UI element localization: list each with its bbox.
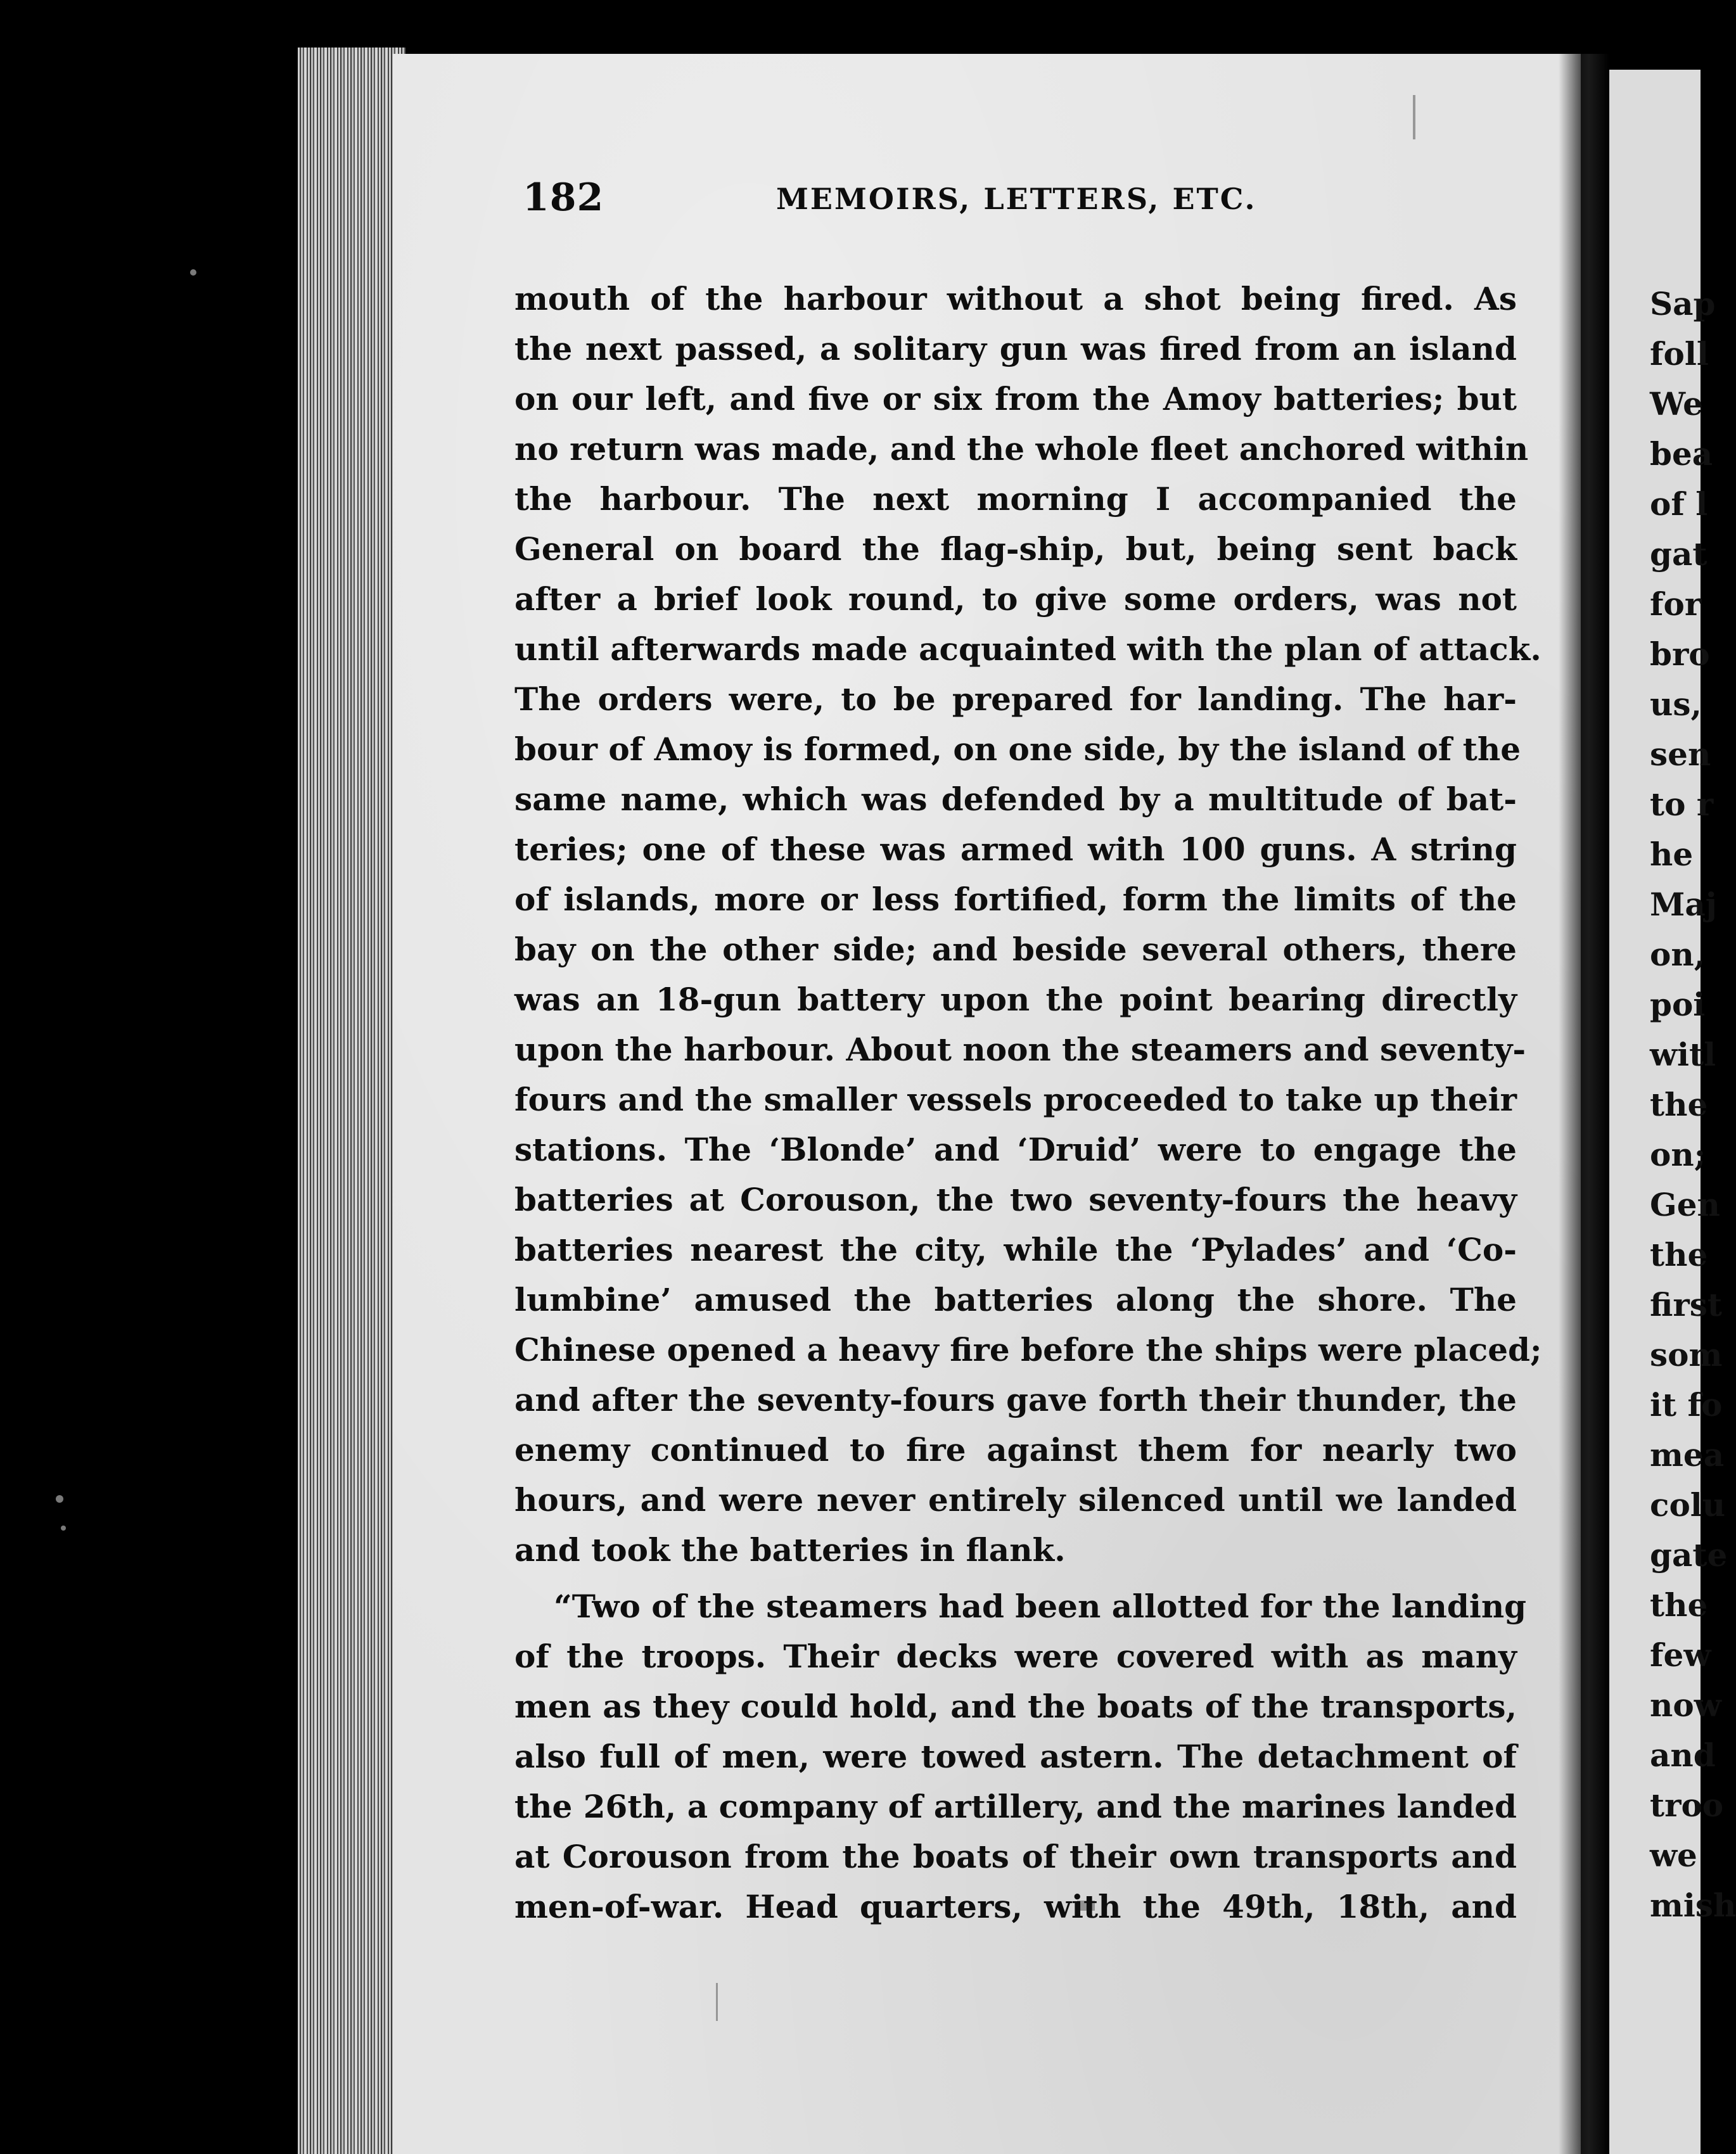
body-text (514, 274, 1542, 1932)
text-line: no return was made, and the whole fleet anchored within (514, 430, 1529, 468)
facing-page-fragment: poi (1650, 986, 1706, 1023)
running-title: MEMOIRS, LETTERS, ETC. (776, 182, 1257, 216)
text-line: General on board the flag-ship, but, being sent back (514, 530, 1517, 568)
text-line: of the troops. Their decks were covered with as many (514, 1638, 1517, 1675)
facing-page-fragment: for (1650, 585, 1702, 623)
facing-page-fragment: mea (1650, 1436, 1725, 1474)
text-line: also full of men, were towed astern. The detachment of (514, 1738, 1517, 1775)
facing-page-fragment: and (1650, 1737, 1716, 1774)
text-line: was an 18-gun battery upon the point bearing directly (514, 981, 1517, 1018)
facing-page-fragment: of l (1650, 485, 1708, 523)
text-line: hours, and were never entirely silenced until we landed (514, 1481, 1517, 1519)
text-line: stations. The ‘Blonde’ and ‘Druid’ were to engage the (514, 1131, 1517, 1168)
scan-speck (61, 1526, 66, 1531)
text-line: the 26th, a company of artillery, and the marines landed (514, 1788, 1517, 1825)
facing-page-fragment: the (1650, 1236, 1708, 1273)
text-line: until afterwards made acquainted with the plan of attack. (514, 630, 1541, 668)
text-line: fours and the smaller vessels proceeded to take up their (514, 1081, 1517, 1118)
text-line: the next passed, a solitary gun was fired from an island (514, 330, 1517, 367)
text-line: at Corouson from the boats of their own transports and (514, 1838, 1517, 1875)
facing-page-fragment: Gen (1650, 1186, 1720, 1223)
text-line: Chinese opened a heavy fire before the ships were placed; (514, 1331, 1542, 1368)
text-line: bay on the other side; and beside several others, there (514, 931, 1517, 968)
text-line: and took the batteries in flank. (514, 1531, 1066, 1569)
text-line: teries; one of these was armed with 100 guns. A string (514, 831, 1517, 868)
facing-page-fragment: gate (1650, 1536, 1728, 1574)
facing-page-fragment: Maj (1650, 886, 1717, 923)
ink-mark (716, 1983, 718, 2021)
facing-page-fragment: mish (1650, 1887, 1736, 1924)
facing-page-fragment: to r (1650, 786, 1714, 823)
text-line: mouth of the harbour without a shot being fired. As (514, 280, 1517, 317)
facing-page-fragment: witl (1650, 1036, 1716, 1073)
text-line: men-of-war. Head quarters, with the 49th, 18th, and (514, 1888, 1517, 1925)
text-line: enemy continued to fire against them for nearly two (514, 1431, 1517, 1469)
facing-page-fragment: now (1650, 1686, 1721, 1724)
facing-page-fragment: bea (1650, 435, 1713, 473)
text-line: “Two of the steamers had been allotted for the landing (554, 1588, 1527, 1625)
facing-page (1609, 70, 1736, 2154)
text-line: after a brief look round, to give some orders, was not (514, 580, 1517, 618)
facing-page-fragment: som (1650, 1336, 1723, 1373)
facing-page-fragment: he (1650, 836, 1694, 873)
text-line: batteries nearest the city, while the ‘Pylades’ and ‘Co- (514, 1231, 1517, 1268)
facing-page-fragment: it fo (1650, 1386, 1723, 1424)
facing-page-fragment: bro (1650, 635, 1710, 673)
text-line: on our left, and five or six from the Amoy batteries; but (514, 380, 1517, 417)
facing-page-fragment: gat (1650, 535, 1707, 573)
facing-page-fragment: the (1650, 1586, 1708, 1624)
text-line: lumbine’ amused the batteries along the shore. The (514, 1281, 1517, 1318)
facing-page-fragment: on; (1650, 1136, 1706, 1173)
scan-speck (56, 1495, 63, 1503)
page-number: 182 (523, 175, 604, 220)
facing-page-fragment: foll (1650, 335, 1709, 373)
facing-page-fragment: us, (1650, 685, 1702, 723)
text-line: upon the harbour. About noon the steamers and seventy- (514, 1031, 1526, 1068)
facing-page-fragment: sen (1650, 736, 1711, 773)
binding-gutter-shadow (1559, 54, 1609, 2154)
facing-page-fragment: colu (1650, 1486, 1726, 1524)
text-line: and after the seventy-fours gave forth their thunder, the (514, 1381, 1517, 1418)
text-line: The orders were, to be prepared for landing. The har- (514, 680, 1517, 718)
paragraph-break (514, 1575, 1517, 1581)
text-line: bour of Amoy is formed, on one side, by the island of the (514, 730, 1521, 768)
facing-page-fragment: We (1650, 385, 1703, 423)
scan-speck (190, 269, 196, 276)
facing-page-fragment: Sap (1650, 285, 1716, 322)
facing-page-fragment: few (1650, 1636, 1711, 1674)
facing-page-fragment: we (1650, 1837, 1697, 1874)
facing-page-fragment: the (1650, 1086, 1708, 1123)
text-line: batteries at Corouson, the two seventy-fours the heavy (514, 1181, 1517, 1218)
running-head (523, 172, 1283, 223)
text-line: of islands, more or less fortified, form the limits of the (514, 881, 1517, 918)
text-line: the harbour. The next morning I accompanied the (514, 480, 1517, 518)
text-line: men as they could hold, and the boats of the transports, (514, 1688, 1517, 1725)
text-line: same name, which was defended by a multitude of bat- (514, 781, 1517, 818)
facing-page-fragment: on, (1650, 936, 1706, 973)
facing-page-fragment: troo (1650, 1787, 1724, 1824)
page-block-edges (298, 48, 405, 2154)
ink-mark (1413, 95, 1415, 139)
facing-page-fragment: first (1650, 1286, 1722, 1323)
